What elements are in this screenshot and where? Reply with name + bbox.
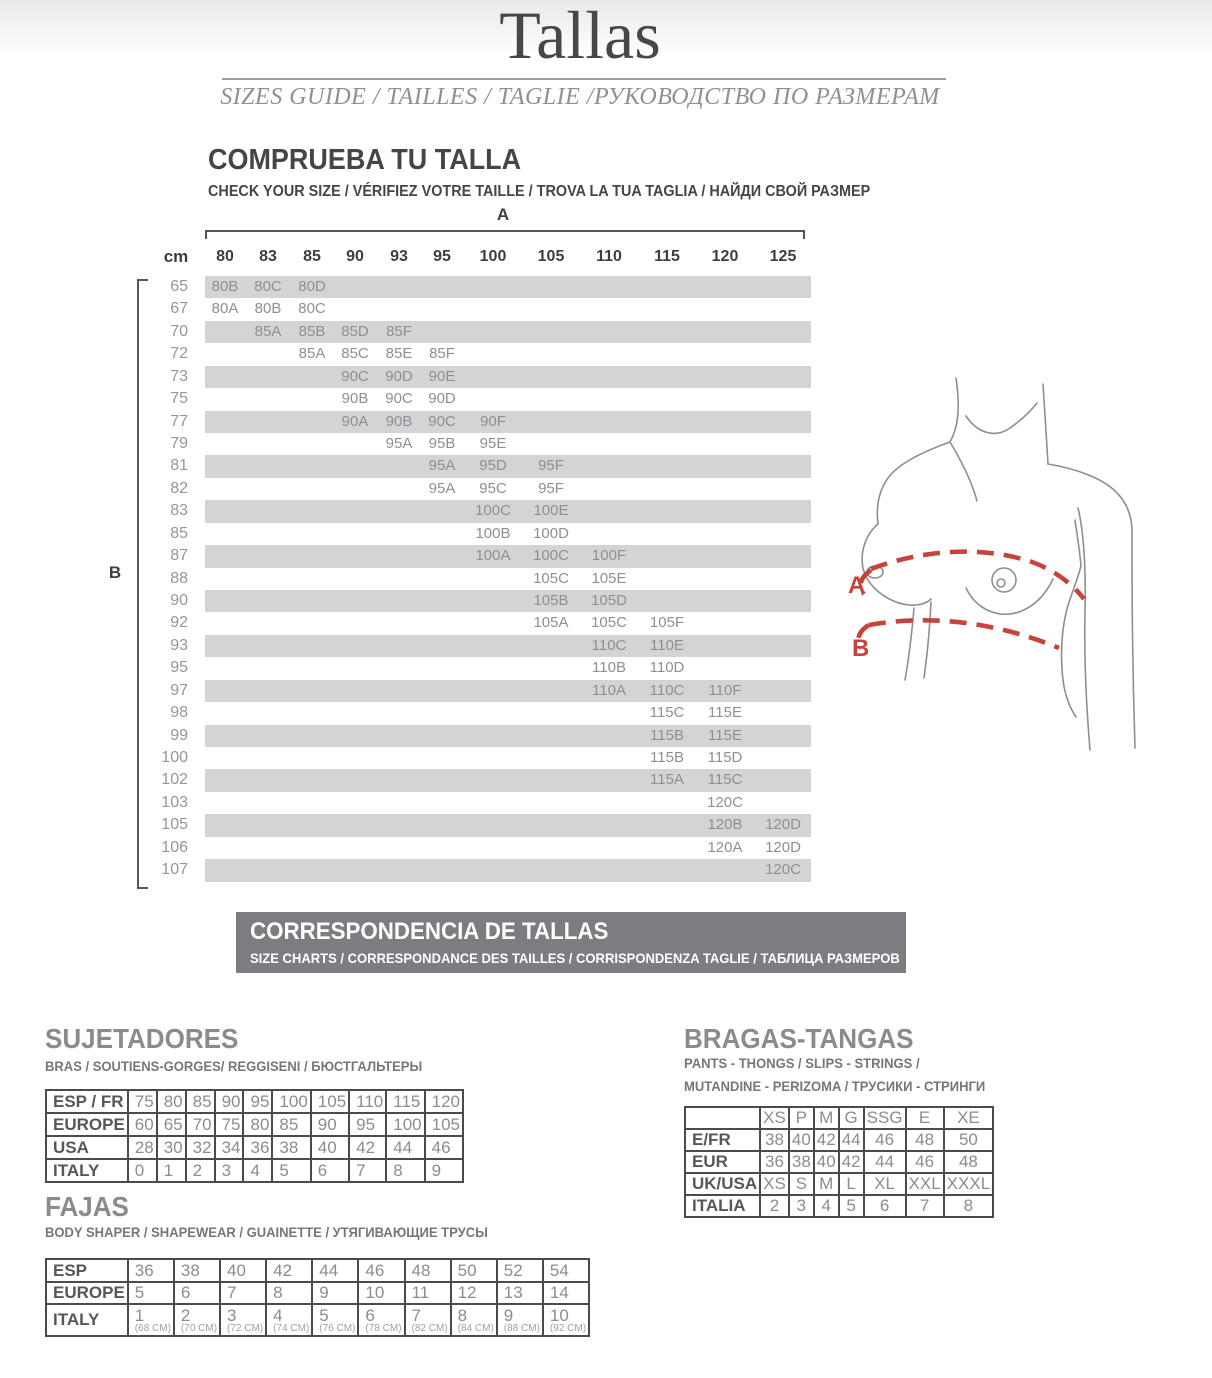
row-label: 106 (161, 838, 188, 856)
table-cell: 34 (215, 1136, 244, 1159)
table-cell: 1 (157, 1159, 186, 1182)
column-header: 85 (303, 248, 321, 265)
table-cell: 7 (349, 1159, 386, 1182)
table-cell (266, 1304, 312, 1336)
size-cell: 100B (475, 524, 511, 542)
correspondence-subtitle: SIZE CHARTS / CORRESPONDANCE DES TAILLES / CORRISPONDENZA TAGLIE / ТАБЛИЦА РАЗМЕРОВ (250, 950, 900, 966)
size-cell: 100E (533, 502, 569, 520)
column-header: 105 (537, 248, 565, 265)
table-cell-cm: (82 CM) (411, 1322, 448, 1334)
size-cell: 115E (708, 726, 742, 744)
table-cell: 85 (272, 1113, 310, 1136)
table-cell: 95 (243, 1090, 272, 1113)
row-label: 72 (170, 345, 188, 363)
table-cell: 48 (405, 1259, 451, 1282)
table-cell: 95 (349, 1113, 386, 1136)
table-cell: 75 (128, 1090, 157, 1113)
table-cell: 120 (425, 1090, 463, 1113)
row-label: 90 (170, 592, 188, 610)
table-cell: 36 (760, 1151, 789, 1173)
size-cell: 80B (254, 300, 282, 318)
table-cell: 115 (386, 1090, 424, 1113)
size-cell: 105C (591, 614, 627, 632)
size-cell: 115A (650, 771, 684, 789)
table-cell-value: 4 (273, 1305, 283, 1325)
size-cell: 110C (649, 681, 685, 699)
table-cell-cm: (84 CM) (457, 1322, 494, 1334)
correspondence-banner (236, 912, 906, 973)
table-cell-value: 6 (365, 1305, 375, 1325)
size-cell: 85D (341, 322, 369, 340)
table-cell: G (839, 1107, 864, 1129)
table-cell: 7 (906, 1195, 944, 1217)
row-label: 98 (170, 704, 188, 722)
table-row-label: USA (46, 1136, 128, 1159)
table-cell: 105 (425, 1113, 463, 1136)
size-cell: 110F (708, 681, 742, 699)
table-cell: 8 (386, 1159, 424, 1182)
table-cell: 38 (174, 1259, 220, 1282)
table-cell-cm: (76 CM) (319, 1322, 356, 1334)
size-cell: 115B (650, 726, 684, 744)
measurement-figure (826, 372, 1162, 764)
table-cell: P (789, 1107, 814, 1129)
shapewear-table (45, 1258, 590, 1337)
size-cell: 85E (385, 345, 413, 363)
table-cell: 5 (272, 1159, 310, 1182)
size-cell: 110D (649, 659, 685, 677)
row-label: 70 (170, 322, 188, 340)
table-cell-value: 7 (411, 1305, 422, 1325)
table-cell: 105 (311, 1090, 349, 1113)
size-cell: 95F (538, 479, 564, 497)
row-label: 95 (170, 659, 188, 677)
table-cell: 42 (349, 1136, 386, 1159)
table-cell: 42 (839, 1151, 864, 1173)
row-label: 77 (170, 412, 188, 430)
row-label: 73 (170, 367, 188, 385)
table-row-label: ITALY (46, 1159, 128, 1182)
size-cell: 95B (428, 435, 456, 452)
size-cell: 120C (765, 861, 801, 879)
shapewear-title: FAJAS (45, 1191, 129, 1222)
table-cell: 44 (386, 1136, 424, 1159)
page-subtitle: SIZES GUIDE / TAILLES / TAGLIE /РУКОВОДСТВО ПО РАЗМЕРАМ (220, 84, 940, 110)
table-cell: 11 (405, 1282, 451, 1304)
shapewear-table (45, 1258, 590, 1337)
row-label: 82 (170, 479, 188, 497)
table-cell: 38 (760, 1129, 789, 1151)
table-cell: 44 (839, 1129, 864, 1151)
row-label: 97 (170, 681, 188, 699)
table-cell: 3 (215, 1159, 244, 1182)
table-cell: 28 (128, 1136, 157, 1159)
row-label: 105 (161, 816, 188, 834)
table-cell-value: 2 (180, 1305, 191, 1325)
page-title: Tallas (499, 0, 661, 73)
table-cell: S (789, 1173, 814, 1195)
table-cell: 9 (312, 1282, 358, 1304)
table-cell: XXL (906, 1173, 944, 1195)
table-cell: 44 (864, 1151, 906, 1173)
size-cell: 95A (428, 479, 456, 497)
pants-table (684, 1106, 994, 1218)
row-label: 81 (170, 457, 188, 475)
row-label: 88 (170, 569, 188, 587)
table-cell: XS (760, 1107, 789, 1129)
figure-label-a: A (848, 572, 866, 599)
row-label: 67 (170, 300, 188, 318)
table-cell: 60 (128, 1113, 157, 1136)
column-header: 93 (390, 248, 408, 265)
table-cell: 36 (128, 1259, 174, 1282)
table-cell: 46 (425, 1136, 463, 1159)
column-header: 90 (346, 248, 364, 265)
table-row-label: EUROPE (46, 1113, 128, 1136)
size-cell: 100F (591, 547, 627, 565)
size-cell: 115C (649, 704, 685, 722)
table-cell (128, 1304, 174, 1336)
size-cell: 120A (707, 838, 743, 856)
size-cell: 115B (650, 749, 684, 767)
size-cell: 90D (385, 367, 413, 385)
table-cell-cm: (92 CM) (549, 1322, 587, 1334)
table-cell-cm: (74 CM) (273, 1322, 310, 1334)
table-cell-value: 1 (134, 1305, 145, 1325)
size-cell: 120D (765, 838, 801, 856)
size-cell: 80C (254, 278, 282, 295)
size-cell: 100C (475, 502, 511, 520)
bras-table (45, 1089, 464, 1183)
table-cell: 36 (243, 1136, 272, 1159)
table-cell: 54 (543, 1259, 589, 1282)
table-cell: L (839, 1173, 864, 1195)
table-row-label: UK/USA (685, 1173, 760, 1195)
table-cell: 8 (944, 1195, 993, 1217)
table-cell-value: 5 (319, 1305, 329, 1325)
size-cell: 105D (591, 592, 627, 610)
table-cell-cm: (68 CM) (134, 1322, 171, 1334)
size-cell: 120C (707, 793, 743, 811)
table-cell: 100 (386, 1113, 424, 1136)
size-cell: 120D (765, 816, 801, 834)
figure-label-b: B (852, 635, 870, 662)
size-cell: 80A (211, 300, 239, 318)
axis-a-label: A (496, 205, 510, 224)
table-cell: 90 (215, 1090, 244, 1113)
table-cell: XXXL (944, 1173, 993, 1195)
table-cell: 65 (157, 1113, 186, 1136)
table-cell-cm: (88 CM) (503, 1322, 540, 1334)
size-cell: 90C (341, 367, 369, 385)
column-header: 100 (479, 248, 507, 265)
table-row-label: ITALIA (685, 1195, 760, 1217)
column-header: 110 (596, 248, 622, 265)
table-cell: 2 (760, 1195, 789, 1217)
table-cell: 4 (814, 1195, 839, 1217)
table-cell: 50 (944, 1129, 993, 1151)
table-cell: 48 (906, 1129, 944, 1151)
size-cell: 90D (428, 390, 456, 408)
table-cell: 50 (451, 1259, 497, 1282)
size-cell: 90C (385, 390, 413, 408)
pants-title: BRAGAS-TANGAS (684, 1023, 914, 1054)
size-cell: 110A (592, 681, 626, 699)
table-cell (312, 1304, 358, 1336)
size-cell: 105A (533, 614, 569, 632)
row-label: 75 (170, 390, 188, 408)
measure-line-a (871, 552, 1084, 599)
size-cell: 95C (479, 479, 507, 497)
check-size-subtitle: CHECK YOUR SIZE / VÉRIFIEZ VOTRE TAILLE / TROVA LA TUA TAGLIA / НАЙДИ СВОЙ РАЗМЕР (208, 183, 871, 200)
size-cell: 85F (386, 322, 412, 340)
table-cell: 40 (220, 1259, 266, 1282)
row-stripe (205, 635, 811, 657)
size-cell: 100C (533, 547, 569, 565)
table-cell: 5 (839, 1195, 864, 1217)
row-label: 107 (161, 861, 188, 879)
size-cell: 105E (591, 569, 627, 587)
table-cell: XL (864, 1173, 906, 1195)
table-cell: 100 (272, 1090, 310, 1113)
check-size-title: COMPRUEBA TU TALLA (208, 144, 522, 176)
table-cell (220, 1304, 266, 1336)
column-header: 125 (769, 248, 797, 265)
table-cell: 90 (311, 1113, 349, 1136)
row-label: 79 (170, 435, 188, 452)
size-cell: 90B (341, 390, 369, 408)
column-header: 115 (654, 248, 680, 265)
table-cell: 30 (157, 1136, 186, 1159)
size-cell: 105C (533, 569, 569, 587)
table-cell: 32 (186, 1136, 215, 1159)
table-cell: M (814, 1107, 839, 1129)
table-cell: 40 (814, 1151, 839, 1173)
table-cell: 80 (157, 1090, 186, 1113)
table-cell (685, 1107, 760, 1129)
size-cell: 80D (298, 278, 326, 295)
size-cell: 115D (707, 749, 743, 767)
table-cell-value: 10 (549, 1305, 569, 1325)
table-cell: 0 (128, 1159, 157, 1182)
measure-line-b (869, 620, 1059, 648)
size-cell: 85A (254, 322, 282, 340)
table-cell: 70 (186, 1113, 215, 1136)
column-header: 80 (216, 248, 234, 265)
size-cell: 95F (538, 457, 564, 475)
table-cell: 14 (543, 1282, 589, 1304)
table-cell: 85 (186, 1090, 215, 1113)
table-row-label: EUROPE (46, 1282, 128, 1304)
table-cell (358, 1304, 404, 1336)
table-cell: 4 (243, 1159, 272, 1182)
size-cell: 100D (533, 524, 569, 542)
table-cell (543, 1304, 589, 1336)
table-cell: 110 (349, 1090, 386, 1113)
table-row-label: ESP / FR (46, 1090, 128, 1113)
size-cell: 110B (592, 659, 626, 677)
column-header: 95 (433, 248, 451, 265)
size-cell: 90E (428, 367, 456, 385)
size-cell: 85C (341, 345, 369, 363)
size-cell: 80C (298, 300, 326, 318)
size-cell: 95D (479, 457, 507, 475)
table-row-label: ESP (46, 1259, 128, 1282)
table-cell: 46 (906, 1151, 944, 1173)
size-cell: 80B (211, 278, 239, 295)
table-cell-cm: (72 CM) (227, 1322, 264, 1334)
size-cell: 90F (480, 412, 506, 430)
table-cell: XE (944, 1107, 993, 1129)
pants-subtitle-2: MUTANDINE - PERIZOMA / ТРУСИКИ - СТРИНГИ (684, 1078, 986, 1094)
table-cell: 13 (497, 1282, 543, 1304)
unit-header: cm (163, 247, 189, 266)
table-cell: 7 (220, 1282, 266, 1304)
table-cell: 80 (243, 1113, 272, 1136)
size-cell: 85A (298, 345, 326, 363)
table-cell: E (906, 1107, 944, 1129)
table-cell-cm: (78 CM) (365, 1322, 402, 1334)
table-cell: 5 (128, 1282, 174, 1304)
table-cell (174, 1304, 220, 1336)
size-cell: 110E (650, 636, 684, 654)
shapewear-subtitle: BODY SHAPER / SHAPEWEAR / GUAINETTE / УТЯГИВАЮЩИЕ ТРУСЫ (45, 1224, 488, 1240)
pants-table (684, 1106, 994, 1218)
table-cell: 75 (215, 1113, 244, 1136)
size-cell: 120B (707, 816, 743, 834)
table-row-label: ITALY (46, 1304, 128, 1336)
table-cell (405, 1304, 451, 1336)
axis-b-label: B (108, 563, 122, 582)
row-label: 99 (170, 726, 188, 744)
size-cell: 105F (649, 614, 685, 632)
table-cell: 44 (312, 1259, 358, 1282)
column-header: 83 (259, 248, 277, 265)
table-cell: XS (760, 1173, 789, 1195)
table-cell: 10 (358, 1282, 404, 1304)
size-cell: 115C (707, 771, 743, 789)
table-row-label: EUR (685, 1151, 760, 1173)
row-stripe (205, 859, 811, 881)
size-cell: 90C (428, 412, 456, 430)
row-label: 85 (170, 524, 188, 542)
table-cell: 46 (864, 1129, 906, 1151)
size-cell: 85B (298, 322, 326, 340)
table-cell: 12 (451, 1282, 497, 1304)
table-cell (497, 1304, 543, 1336)
row-label: 87 (170, 547, 188, 565)
size-cell: 115E (708, 704, 742, 722)
table-cell: 42 (814, 1129, 839, 1151)
table-cell: 9 (425, 1159, 463, 1182)
size-cell: 95A (385, 435, 413, 452)
row-stripe (205, 590, 811, 612)
bras-subtitle: BRAS / SOUTIENS-GORGES/ REGGISENI / БЮСТГАЛЬТЕРЫ (45, 1058, 423, 1074)
table-cell-value: 8 (457, 1305, 468, 1325)
table-cell-cm: (70 CM) (180, 1322, 218, 1334)
size-cell: 90B (385, 412, 413, 430)
size-cell: 110C (591, 636, 627, 654)
size-cell: 100A (475, 547, 511, 565)
size-cell: 90A (341, 412, 369, 430)
row-label: 103 (161, 793, 188, 811)
row-label: 100 (161, 749, 188, 767)
table-cell: 38 (789, 1151, 814, 1173)
table-cell: 38 (272, 1136, 310, 1159)
torso-outline (862, 378, 1135, 750)
table-cell: 6 (864, 1195, 906, 1217)
row-label: 65 (170, 278, 188, 295)
size-cell: 95E (479, 435, 507, 452)
table-cell: 52 (497, 1259, 543, 1282)
row-label: 93 (170, 636, 188, 654)
table-cell: SSG (864, 1107, 906, 1129)
table-cell: 8 (266, 1282, 312, 1304)
table-cell: 46 (358, 1259, 404, 1282)
correspondence-title: CORRESPONDENCIA DE TALLAS (250, 918, 609, 945)
table-cell: 3 (789, 1195, 814, 1217)
row-label: 92 (170, 614, 188, 632)
size-cell: 105B (533, 592, 569, 610)
table-cell: 2 (186, 1159, 215, 1182)
size-cell: 95A (428, 457, 456, 475)
table-cell: 40 (789, 1129, 814, 1151)
table-cell (451, 1304, 497, 1336)
table-row-label: E/FR (685, 1129, 760, 1151)
table-cell: 6 (174, 1282, 220, 1304)
bras-title: SUJETADORES (45, 1023, 239, 1054)
size-cell: 85F (429, 345, 455, 363)
table-cell: 6 (311, 1159, 349, 1182)
row-label: 83 (170, 502, 188, 520)
row-stripe (205, 366, 811, 388)
table-cell-value: 3 (227, 1305, 237, 1325)
table-cell: M (814, 1173, 839, 1195)
table-cell: 48 (944, 1151, 993, 1173)
pants-subtitle-1: PANTS - THONGS / SLIPS - STRINGS / (684, 1055, 920, 1071)
row-label: 102 (161, 771, 188, 789)
column-header: 120 (711, 248, 739, 265)
bras-table (45, 1089, 464, 1183)
table-cell: 42 (266, 1259, 312, 1282)
table-cell-value: 9 (503, 1305, 514, 1325)
table-cell: 40 (311, 1136, 349, 1159)
